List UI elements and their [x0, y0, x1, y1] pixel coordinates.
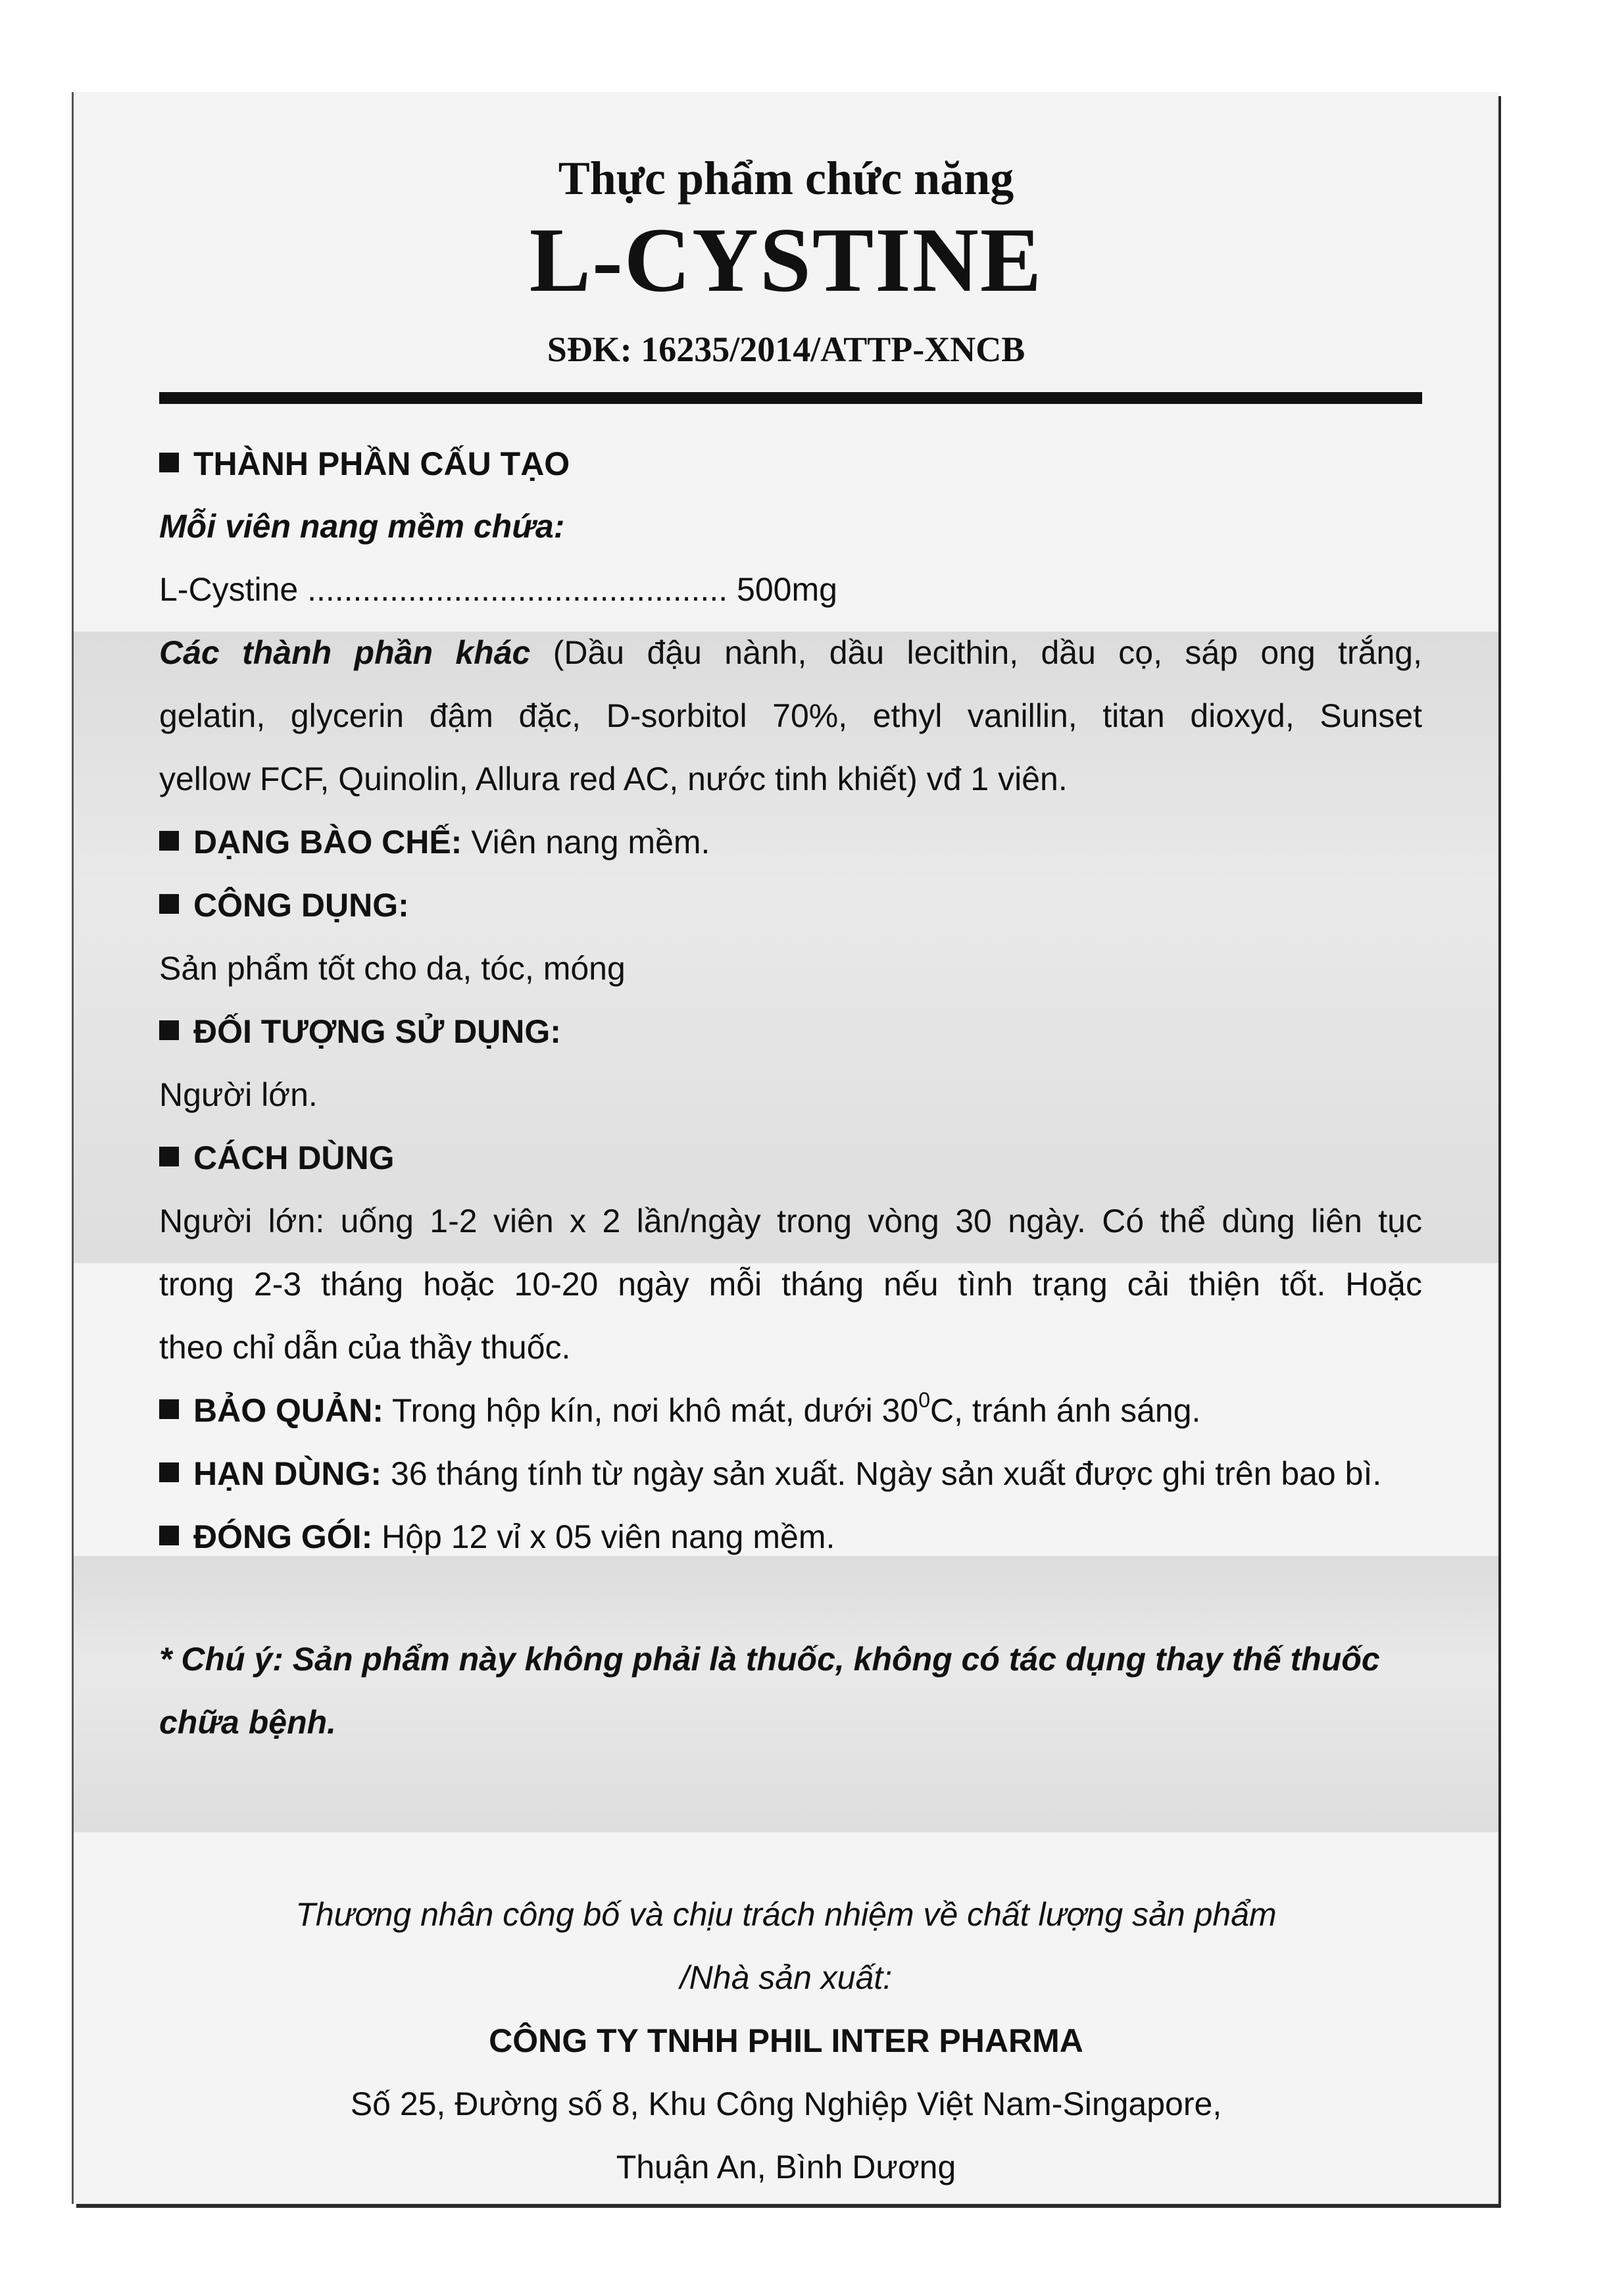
degree-superscript: 0 — [918, 1388, 931, 1412]
per-capsule-label: Mỗi viên nang mềm chứa: — [159, 508, 565, 545]
square-bullet-icon — [159, 1147, 179, 1166]
users-heading-line — [159, 1012, 1422, 1051]
dosage-form-line — [159, 822, 1422, 862]
square-bullet-icon — [159, 453, 179, 472]
storage-text-end: C, tránh ánh sáng. — [930, 1392, 1201, 1429]
packaging-text: Hộp 12 vỉ x 05 viên nang mềm. — [382, 1518, 835, 1555]
square-bullet-icon — [159, 1526, 179, 1545]
note-line-1: * Chú ý: Sản phẩm này không phải là thuốc, không có tác dụng thay thế thuốc — [159, 1641, 1380, 1678]
document-subtitle: Thực phẩm chức năng — [558, 152, 1014, 205]
effects-heading-line — [159, 886, 1422, 925]
shelf-life-text: 36 tháng tính từ ngày sản xuất. Ngày sản xuất được ghi trên bao bì. — [391, 1455, 1382, 1492]
per-capsule-line — [159, 507, 1422, 546]
square-bullet-icon — [159, 1462, 179, 1482]
square-bullet-icon — [159, 1020, 179, 1040]
dosage-form-heading: DẠNG BÀO CHẾ: — [193, 824, 462, 861]
other-ingredients-text: (Dầu đậu nành, dầu lecithin, dầu cọ, sáp ong trắng, — [553, 634, 1422, 671]
square-bullet-icon — [159, 894, 179, 914]
other-ingredients-label: Các thành phần khác — [159, 634, 531, 671]
company-name: CÔNG TY TNHH PHIL INTER PHARMA — [489, 2022, 1083, 2059]
storage-text: Trong hộp kín, nơi khô mát, dưới 30 — [391, 1392, 919, 1429]
users-text: Người lớn. — [159, 1076, 318, 1113]
effects-heading: CÔNG DỤNG: — [193, 887, 409, 924]
shelf-life-line — [159, 1454, 1422, 1493]
users-heading: ĐỐI TƯỢNG SỬ DỤNG: — [193, 1013, 561, 1050]
divider-rule — [159, 392, 1422, 404]
usage-heading-line — [159, 1138, 1422, 1178]
ingredient-amount: 500mg — [737, 571, 837, 608]
square-bullet-icon — [159, 1399, 179, 1419]
packaging-line — [159, 1517, 1422, 1557]
product-name: L-CYSTINE — [529, 209, 1043, 311]
shelf-life-heading: HẠN DÙNG: — [193, 1455, 382, 1492]
address-line-2: Thuận An, Bình Dương — [616, 2149, 956, 2185]
responsible-line-2: /Nhà sản xuất: — [679, 1959, 893, 1996]
effects-text: Sản phẩm tốt cho da, tóc, móng — [159, 950, 626, 987]
usage-text-line-2: trong 2-3 tháng hoặc 10-20 ngày mỗi tháng nếu tình trạng cải thiện tốt. Hoặc — [159, 1266, 1422, 1303]
document-sheet — [74, 92, 1498, 2204]
square-bullet-icon — [159, 831, 179, 851]
ingredient-line — [159, 570, 1422, 609]
document-content — [74, 92, 1498, 2204]
usage-text-line-3: theo chỉ dẫn của thầy thuốc. — [159, 1329, 571, 1366]
address-line-1: Số 25, Đường số 8, Khu Công Nghiệp Việt Nam-Singapore, — [350, 2085, 1222, 2122]
storage-line — [159, 1388, 1422, 1430]
other-ingredients-line-2: gelatin, glycerin đậm đặc, D-sorbitol 70%, ethyl vanillin, titan dioxyd, Sunset — [159, 697, 1422, 734]
composition-heading-line — [159, 444, 1422, 484]
registration-number: SĐK: 16235/2014/ATTP-XNCB — [547, 330, 1025, 369]
composition-heading: THÀNH PHẦN CẤU TẠO — [193, 445, 570, 482]
ingredient-dots: .............................................. — [307, 571, 728, 608]
dosage-form-value: Viên nang mềm. — [471, 824, 710, 861]
responsible-line-1: Thương nhân công bố và chịu trách nhiệm về chất lượng sản phẩm — [295, 1896, 1277, 1933]
other-ingredients-line-1 — [159, 633, 1422, 672]
packaging-heading: ĐÓNG GÓI: — [193, 1518, 373, 1555]
usage-heading: CÁCH DÙNG — [193, 1139, 395, 1176]
storage-heading: BẢO QUẢN: — [193, 1392, 383, 1429]
ingredient-name: L-Cystine — [159, 571, 299, 608]
other-ingredients-line-3: yellow FCF, Quinolin, Allura red AC, nước tinh khiết) vđ 1 viên. — [159, 761, 1068, 797]
usage-text-line-1: Người lớn: uống 1-2 viên x 2 lần/ngày trong vòng 30 ngày. Có thể dùng liên tục — [159, 1203, 1422, 1239]
note-line-2: chữa bệnh. — [159, 1704, 337, 1741]
